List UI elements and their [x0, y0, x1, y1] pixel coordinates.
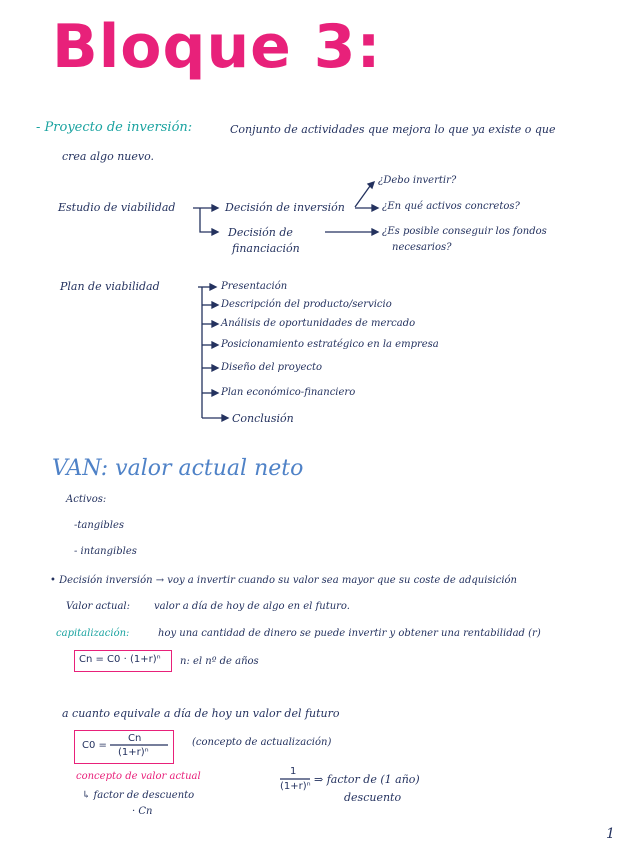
formula-c0-denominator: (1+r)ⁿ [118, 747, 149, 758]
decision-inversion-line: • Decisión inversión → voy a invertir cuando su valor sea mayor que su coste de adquisición [50, 575, 517, 586]
question-fondos-line2: necesarios? [392, 242, 452, 253]
proyecto-definition-line1: Conjunto de actividades que mejora lo que ya existe o que [230, 123, 556, 136]
plan-item: Posicionamiento estratégico en la empresa [221, 339, 439, 350]
plan-item: Descripción del producto/servicio [221, 299, 392, 310]
activos-tangibles: -tangibles [74, 520, 125, 531]
activos-label: Activos: [66, 494, 107, 505]
concepto-actualizacion: (concepto de actualización) [192, 737, 332, 748]
formula-cn: Cn = C0 · (1+r)ⁿ [79, 654, 161, 665]
decision-financiacion-line2: financiación [232, 242, 300, 255]
concepto-valor-actual: concepto de valor actual [76, 771, 201, 782]
valor-actual-definition: valor a día de hoy de algo en el futuro. [154, 601, 350, 612]
plan-item: Diseño del proyecto [221, 362, 323, 373]
plan-item: Análisis de oportunidades de mercado [221, 318, 416, 329]
factor-descuento-left: ↳ factor de descuento [82, 790, 195, 801]
valor-actual-term: Valor actual: [66, 601, 130, 612]
plan-item: Presentación [221, 281, 288, 292]
estudio-viabilidad-label: Estudio de viabilidad [58, 201, 176, 214]
proyecto-term: - Proyecto de inversión: [36, 120, 193, 135]
capitalizacion-term: capitalización: [56, 628, 130, 639]
page-title: Bloque 3: [52, 12, 382, 82]
question-fondos-line1: ¿Es posible conseguir los fondos [382, 226, 547, 237]
activos-intangibles: - intangibles [74, 546, 137, 557]
factor-descuento-label-line1: ⇒ factor de (1 año) [314, 773, 420, 786]
factor-cn: · Cn [132, 806, 153, 817]
proyecto-definition-line2: crea algo nuevo. [62, 150, 155, 163]
formula-c0-lhs: C0 = [82, 740, 107, 751]
factor-descuento-label-line2: descuento [344, 791, 402, 804]
decision-financiacion-line1: Decisión de [228, 226, 293, 239]
plan-item: Conclusión [232, 412, 294, 425]
n-note: n: el nº de años [180, 656, 259, 667]
factor-numerator: 1 [290, 766, 297, 777]
capitalizacion-definition: hoy una cantidad de dinero se puede invertir y obtener una rentabilidad (r) [158, 628, 541, 639]
factor-denominator: (1+r)ⁿ [280, 781, 311, 792]
van-heading: VAN: valor actual neto [52, 456, 304, 481]
plan-viabilidad-label: Plan de viabilidad [60, 280, 160, 293]
cuanto-equivale-line: a cuanto equivale a día de hoy un valor del futuro [62, 707, 340, 720]
question-debo-invertir: ¿Debo invertir? [378, 175, 457, 186]
question-activos-concretos: ¿En qué activos concretos? [382, 201, 520, 212]
formula-c0-numerator: Cn [128, 733, 142, 744]
decision-inversion-label: Decisión de inversión [225, 201, 345, 214]
plan-item: Plan económico-financiero [221, 387, 356, 398]
page-number: 1 [606, 826, 615, 842]
